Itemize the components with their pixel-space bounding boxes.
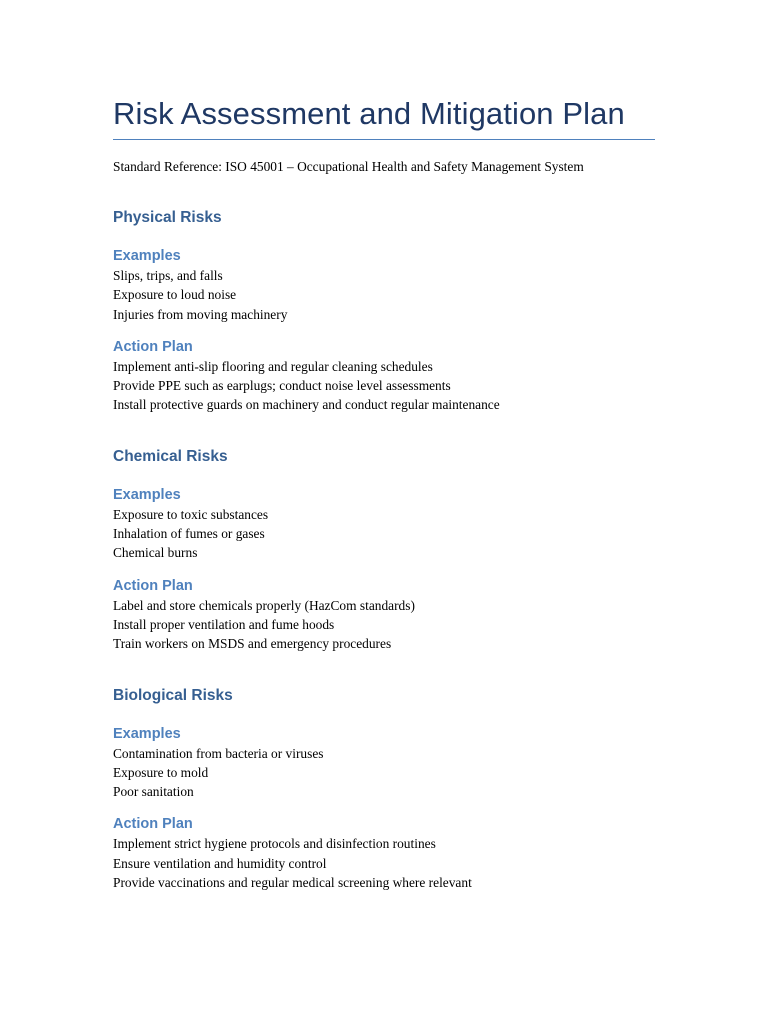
list-item: Poor sanitation [113, 784, 194, 800]
list-item: Implement strict hygiene protocols and disinfection routines [113, 836, 436, 852]
examples-list [113, 744, 655, 802]
list-item: Exposure to loud noise [113, 287, 237, 303]
list-item: Exposure to mold [113, 764, 209, 780]
list-item: Provide vaccinations and regular medical screening where relevant [113, 875, 472, 891]
list-item: Install protective guards on machinery and conduct regular maintenance [113, 397, 500, 413]
list-item: Slips, trips, and falls [113, 268, 223, 283]
list-item: Inhalation of fumes or gases [113, 526, 265, 542]
examples-list [113, 266, 655, 324]
list-item: Implement anti-slip flooring and regular cleaning schedules [113, 358, 433, 374]
standard-reference: Standard Reference: ISO 45001 – Occupational Health and Safety Management System [113, 159, 584, 174]
action-plan-heading: Action Plan [113, 338, 193, 355]
list-item: Provide PPE such as earplugs; conduct noise level assessments [113, 378, 451, 394]
section-heading: Biological Risks [113, 686, 233, 704]
list-item: Exposure to toxic substances [113, 506, 269, 522]
list-item: Install proper ventilation and fume hoods [113, 616, 335, 632]
page-title: Risk Assessment and Mitigation Plan [113, 92, 655, 140]
document-page [113, 92, 655, 892]
list-item: Label and store chemicals properly (HazCom standards) [113, 597, 415, 613]
action-plan-list [113, 834, 655, 892]
examples-list [113, 505, 655, 563]
section-physical-risks [113, 208, 655, 415]
list-item: Injuries from moving machinery [113, 306, 288, 322]
action-plan-list [113, 357, 655, 415]
list-item: Contamination from bacteria or viruses [113, 745, 324, 761]
section-heading: Physical Risks [113, 209, 222, 226]
list-item: Train workers on MSDS and emergency procedures [113, 636, 392, 652]
list-item: Chemical burns [113, 545, 198, 561]
action-plan-heading: Action Plan [113, 816, 193, 833]
examples-heading: Examples [113, 248, 181, 264]
list-item: Ensure ventilation and humidity control [113, 855, 327, 871]
examples-heading: Examples [113, 486, 181, 503]
section-chemical-risks [113, 447, 655, 654]
section-biological-risks [113, 686, 655, 893]
action-plan-list [113, 596, 655, 654]
examples-heading: Examples [113, 725, 181, 742]
action-plan-heading: Action Plan [113, 577, 193, 594]
section-heading: Chemical Risks [113, 447, 228, 465]
